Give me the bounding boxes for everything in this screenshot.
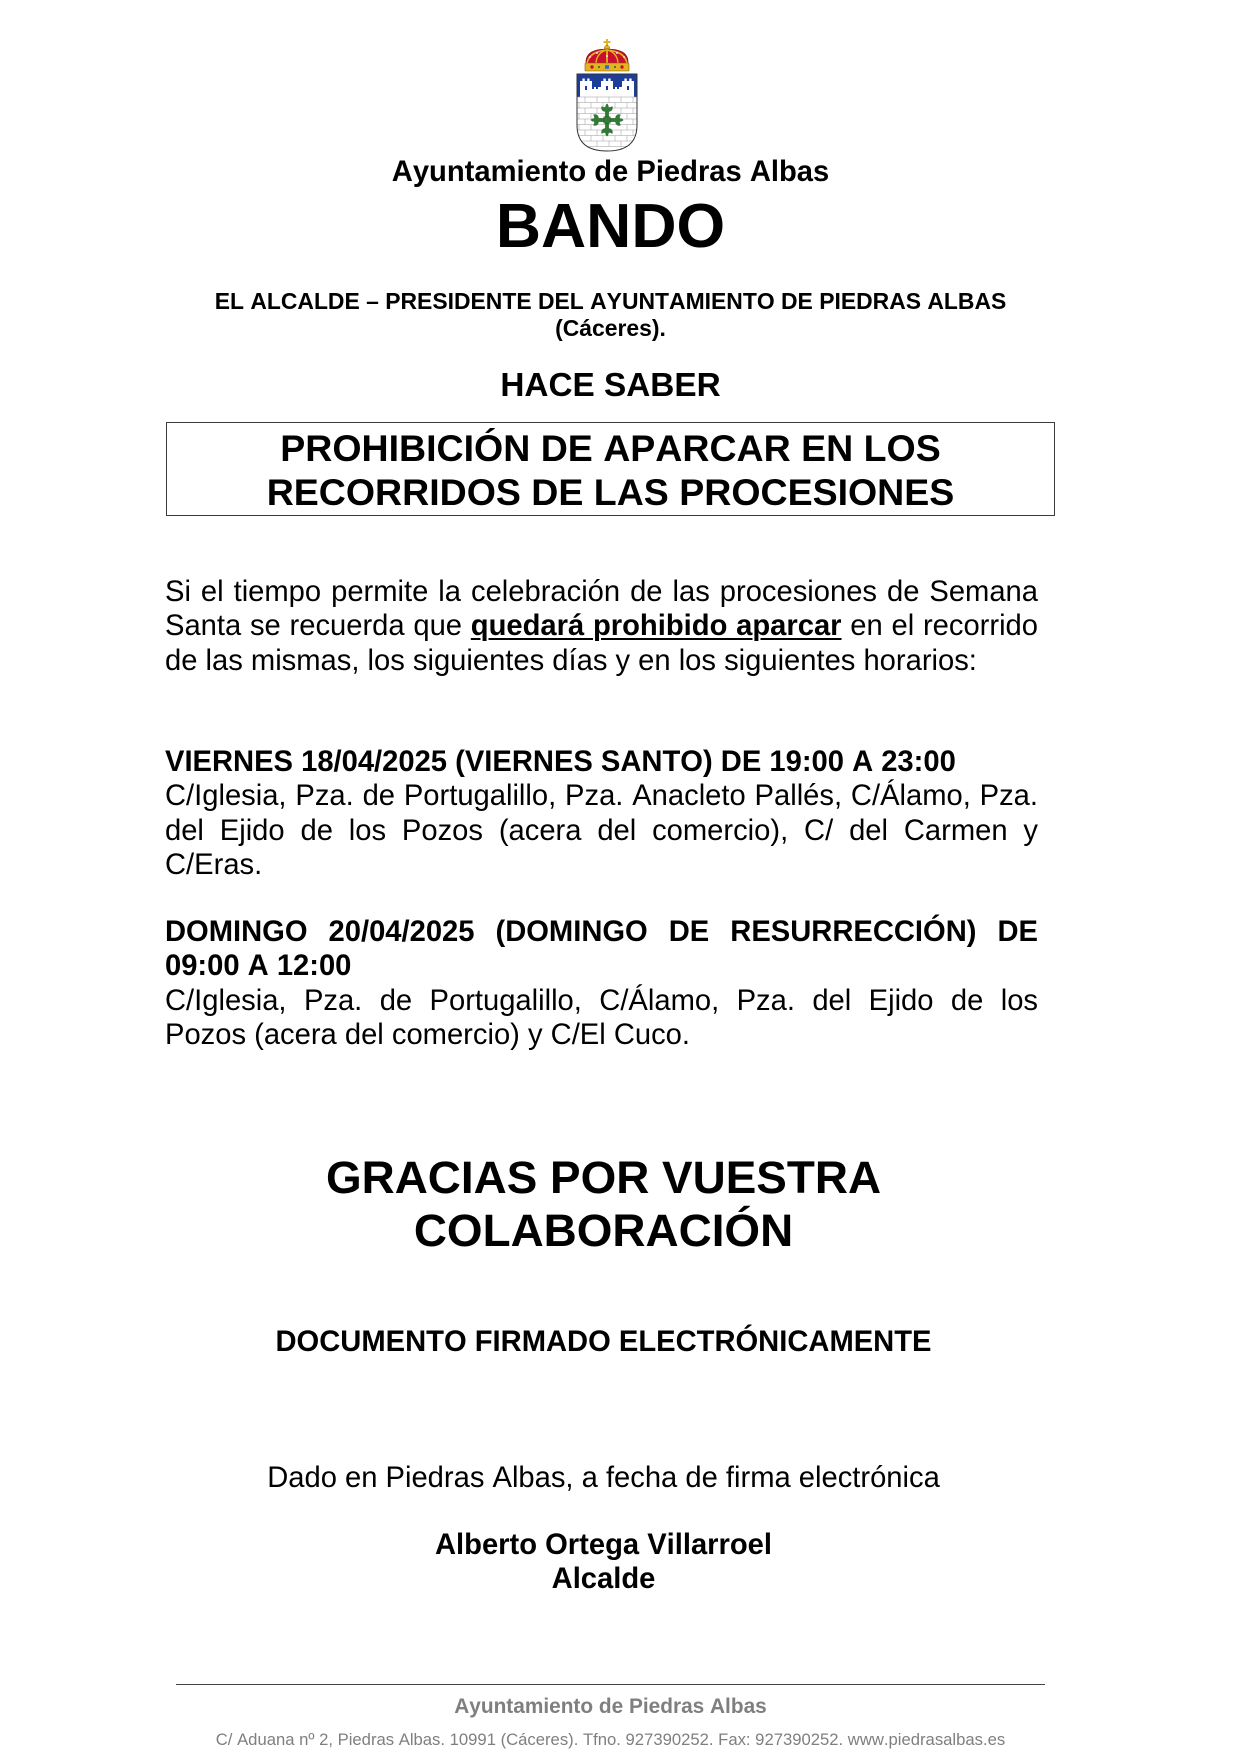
thanks-line: COLABORACIÓN <box>413 1205 794 1256</box>
issuer-province: (Cáceres). <box>555 315 666 341</box>
schedule-streets: C/Iglesia, Pza. de Portugalillo, Pza. Anacleto Pallés, C/Álamo, Pza. del Ejido de los Pozos (acera del comercio), C/ del Carmen y C/Eras. <box>165 780 1038 882</box>
intro-emphasis: quedará prohibido aparcar <box>470 610 842 643</box>
signer-name: Alberto Ortega Villarroel <box>434 1529 772 1561</box>
coat-of-arms-icon <box>573 39 641 152</box>
municipality-name: Ayuntamiento de Piedras Albas <box>391 156 830 188</box>
thanks-line: GRACIAS POR VUESTRA <box>325 1152 882 1203</box>
intro-paragraph <box>165 575 1038 678</box>
notice-box <box>166 422 1055 516</box>
signer-title: Alcalde <box>551 1563 656 1595</box>
document-title: BANDO <box>495 191 726 261</box>
schedule-item <box>165 915 1038 1053</box>
footer-name: Ayuntamiento de Piedras Albas <box>454 1695 767 1718</box>
footer-divider <box>176 1684 1045 1685</box>
announcement-heading: HACE SABER <box>500 367 721 404</box>
footer-address: C/ Aduana nº 2, Piedras Albas. 10991 (Cáceres). Tfno. 927390252. Fax: 927390252. www.piedrasalbas.es <box>215 1730 1006 1749</box>
signature-note: DOCUMENTO FIRMADO ELECTRÓNICAMENTE <box>275 1326 932 1358</box>
notice-line: RECORRIDOS DE LAS PROCESIONES <box>266 470 955 513</box>
schedule-heading: DOMINGO 20/04/2025 (DOMINGO DE RESURRECCIÓN) DE 09:00 A 12:00 <box>165 916 1038 983</box>
schedule-streets: C/Iglesia, Pza. de Portugalillo, C/Álamo, Pza. del Ejido de los Pozos (acera del comercio) y C/El Cuco. <box>165 984 1038 1052</box>
notice-line: PROHIBICIÓN DE APARCAR EN LOS <box>280 426 941 469</box>
place-date: Dado en Piedras Albas, a fecha de firma electrónica <box>267 1462 940 1494</box>
signer-block <box>165 1528 1042 1596</box>
intro-text: Si el tiempo permite la celebración de las procesiones de Semana Santa se recuerda que <box>165 576 1038 643</box>
schedule-heading: VIERNES 18/04/2025 (VIERNES SANTO) DE 19:00 A 23:00 <box>165 746 956 778</box>
issuer-line: EL ALCALDE – PRESIDENTE DEL AYUNTAMIENTO DE PIEDRAS ALBAS <box>214 288 1007 314</box>
schedule-item <box>165 745 1038 883</box>
thanks-message <box>165 1151 1042 1257</box>
intro-text: en el recorrido de las mismas, los siguientes días y en los siguientes horarios: <box>165 610 1038 677</box>
